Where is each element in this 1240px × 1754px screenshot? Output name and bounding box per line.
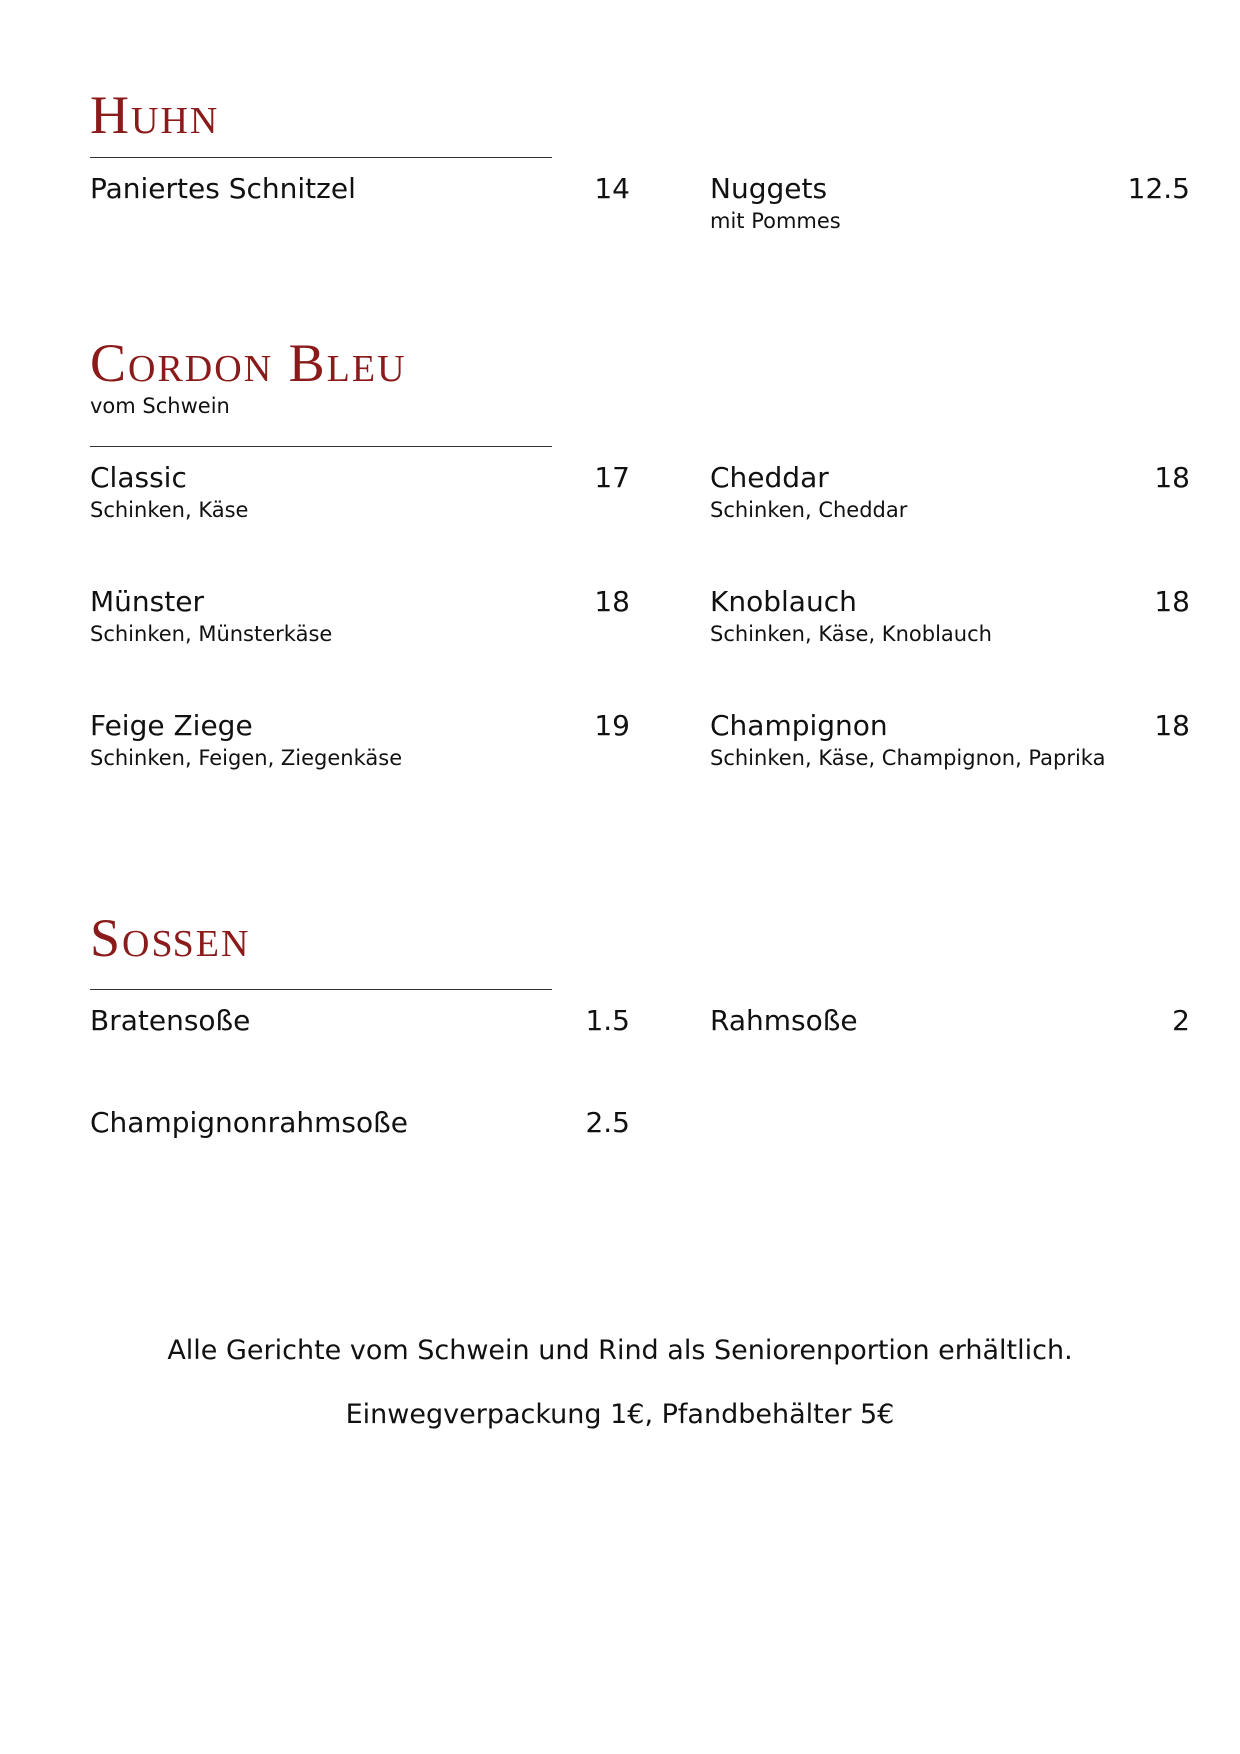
item-description: Schinken, Münsterkäse: [90, 622, 333, 646]
item-name: Rahmsoße: [710, 1004, 858, 1037]
item-name: Feige Ziege: [90, 709, 253, 742]
item-name: Bratensoße: [90, 1004, 251, 1037]
item-price: 18: [1154, 461, 1190, 494]
item-price: 2.5: [585, 1106, 630, 1139]
item-description: Schinken, Käse, Knoblauch: [710, 622, 992, 646]
item-name: Knoblauch: [710, 585, 857, 618]
section-divider: [90, 989, 552, 990]
footer-note: Einwegverpackung 1€, Pfandbehälter 5€: [345, 1399, 895, 1430]
item-name: Champignonrahmsoße: [90, 1106, 408, 1139]
section-subtitle: vom Schwein: [90, 394, 230, 418]
section-divider: [90, 157, 552, 158]
section-title-sossen: Soßen: [90, 908, 251, 968]
item-price: 2: [1172, 1004, 1190, 1037]
item-price: 18: [1154, 585, 1190, 618]
item-name: Cheddar: [710, 461, 829, 494]
item-price: 14: [594, 172, 630, 205]
item-name: Münster: [90, 585, 204, 618]
section-title-huhn: Huhn: [90, 85, 220, 145]
item-name: Paniertes Schnitzel: [90, 172, 356, 205]
item-price: 18: [1154, 709, 1190, 742]
item-price: 18: [594, 585, 630, 618]
item-description: Schinken, Käse: [90, 498, 249, 522]
item-description: Schinken, Cheddar: [710, 498, 908, 522]
item-price: 17: [594, 461, 630, 494]
item-price: 12.5: [1127, 172, 1190, 205]
item-price: 1.5: [585, 1004, 630, 1037]
item-description: mit Pommes: [710, 209, 841, 233]
section-divider: [90, 446, 552, 447]
item-description: Schinken, Feigen, Ziegenkäse: [90, 746, 403, 770]
item-description: Schinken, Käse, Champignon, Paprika: [710, 746, 1106, 770]
section-title-cordon-bleu: Cordon Bleu: [90, 333, 407, 393]
item-name: Champignon: [710, 709, 888, 742]
item-price: 19: [594, 709, 630, 742]
footer-note: Alle Gerichte vom Schwein und Rind als Seniorenportion erhältlich.: [167, 1335, 1073, 1366]
item-name: Nuggets: [710, 172, 828, 205]
item-name: Classic: [90, 461, 187, 494]
